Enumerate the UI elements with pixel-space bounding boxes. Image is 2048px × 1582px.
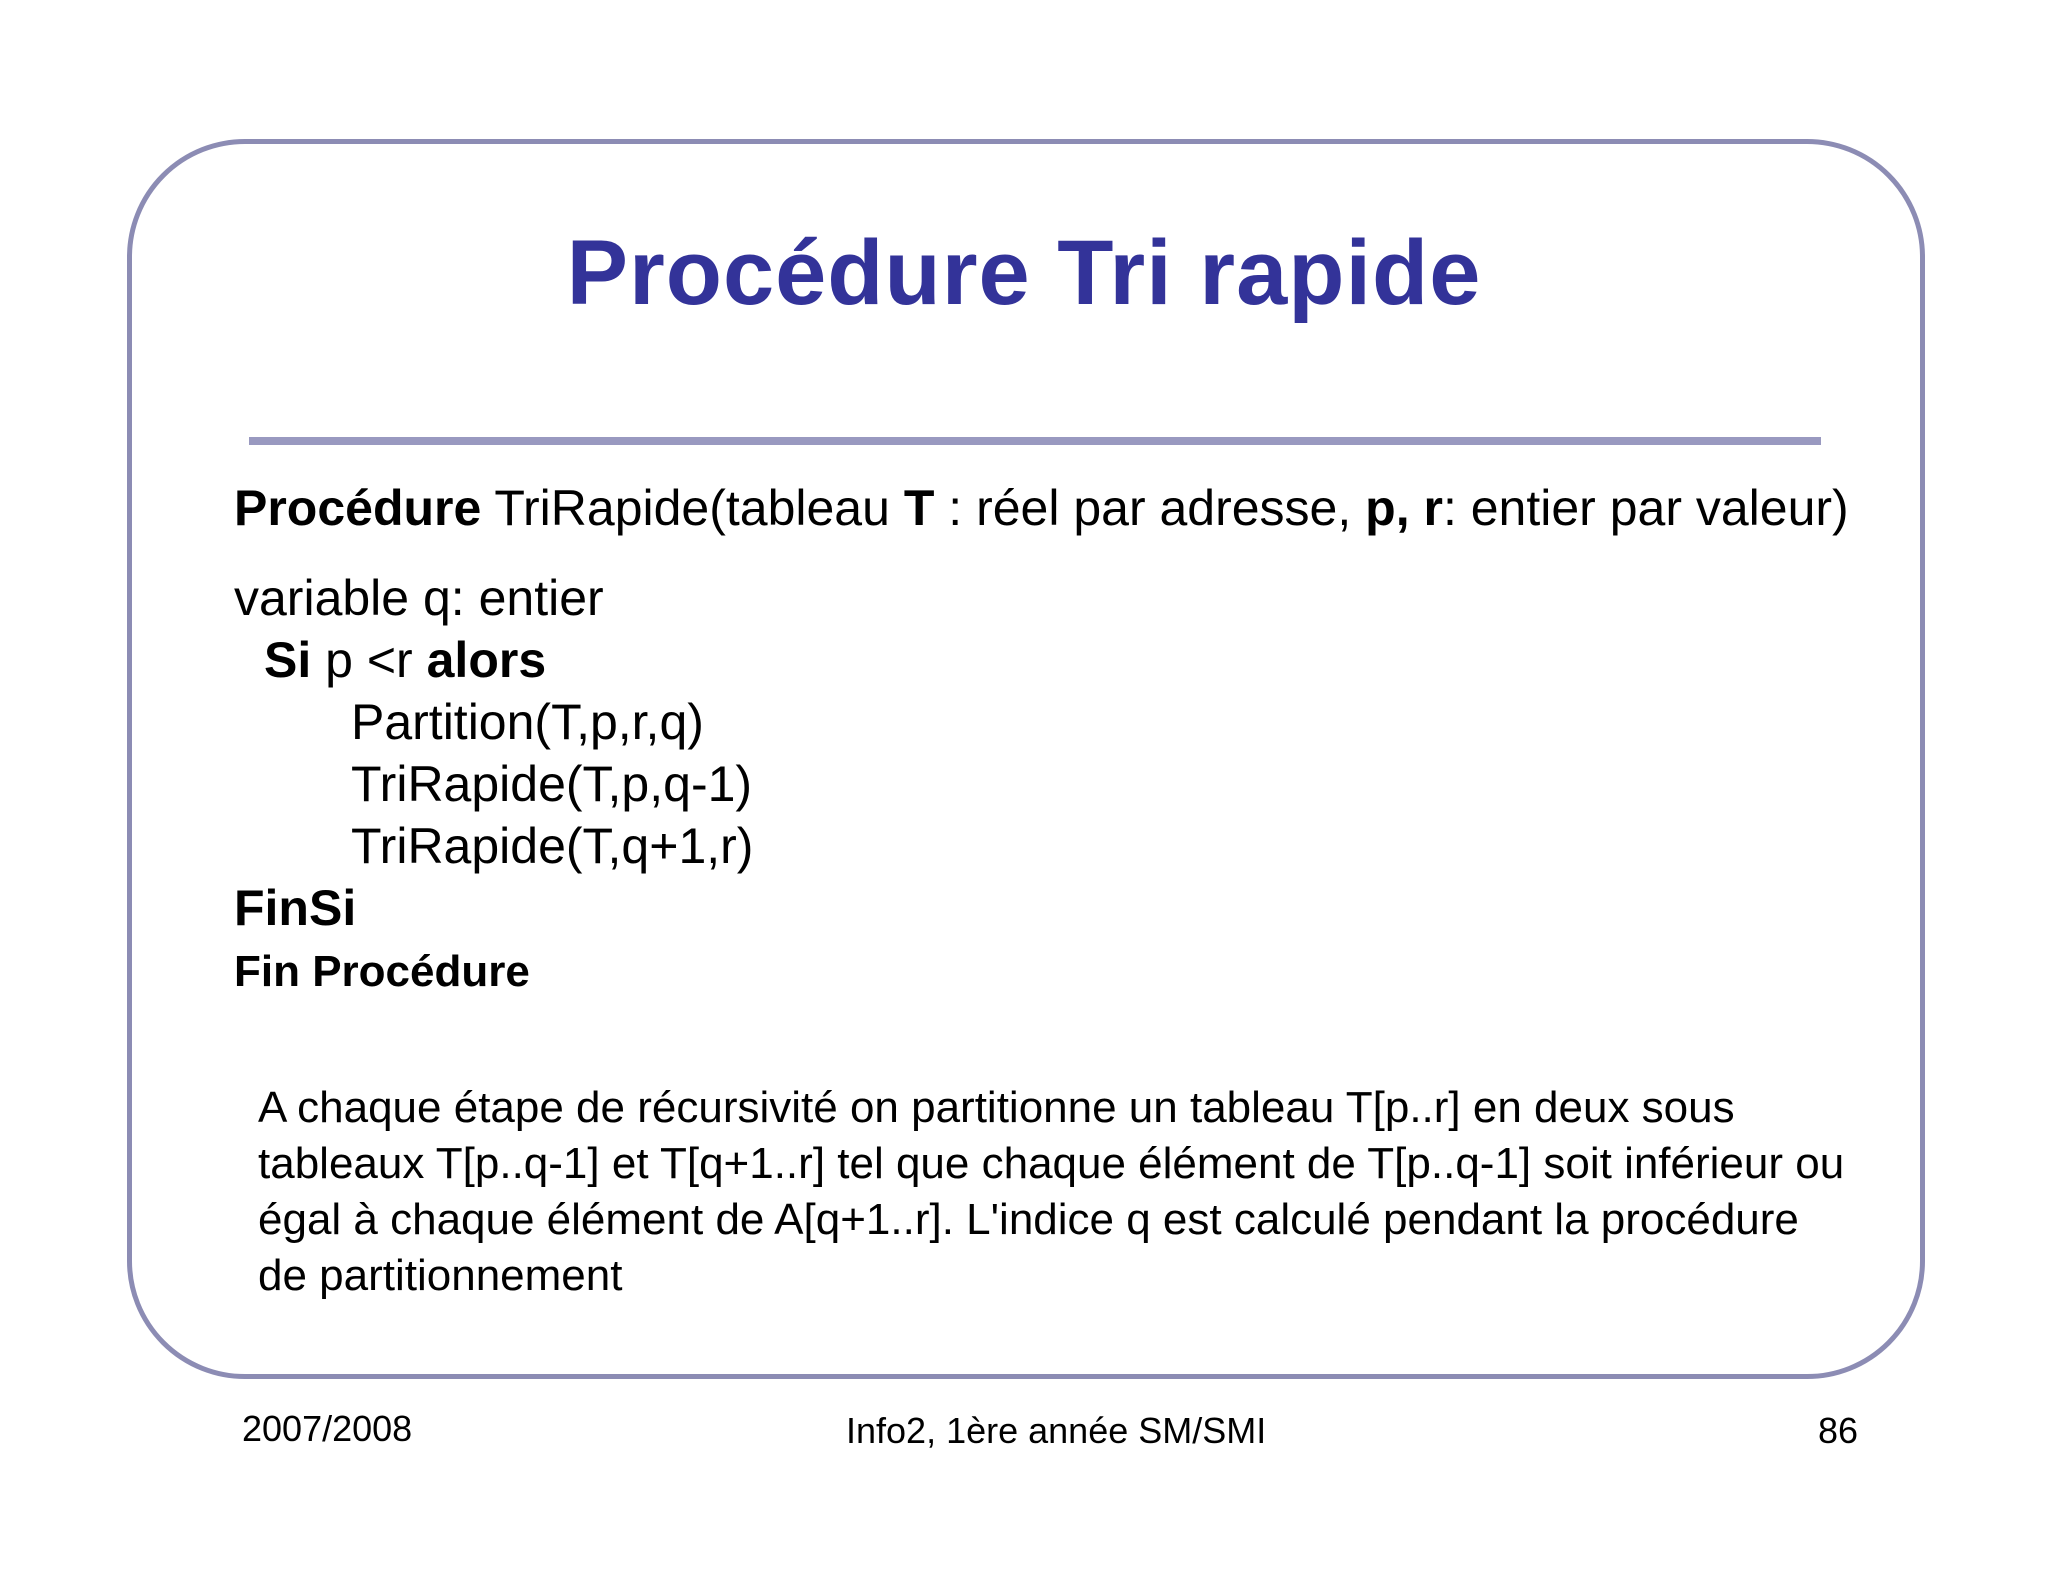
if-condition: p <r <box>325 632 413 688</box>
procedure-name: TriRapide(tableau <box>494 480 890 536</box>
statement-recursive-left: TriRapide(T,p,q-1) <box>351 756 753 812</box>
param-t: T <box>903 480 935 536</box>
slide-title: Procédure Tri rapide <box>566 222 1482 324</box>
footer-course: Info2, 1ère année SM/SMI <box>846 1410 1267 1451</box>
footer-page-number: 86 <box>1817 1410 1858 1451</box>
footer-year: 2007/2008 <box>242 1408 413 1449</box>
title-divider <box>249 437 1821 445</box>
if-statement <box>234 634 1854 686</box>
statement-partition: Partition(T,p,r,q) <box>351 694 704 750</box>
variable-declaration: variable q: entier <box>234 570 604 626</box>
params-p-r-type: : entier par valeur) <box>1442 480 1849 536</box>
procedure-keyword: Procédure <box>234 480 482 536</box>
explanation-paragraph: A chaque étape de récursivité on partitionne un tableau T[p..r] en deux sous tableaux T[p..q-1] et T[q+1..r] tel que chaque élément de T[p..q-1] soit inférieur ou égal à chaque élément de A[q+1..r]. L'indice q est calculé pendant la procédure de partitionnement <box>258 1083 1845 1300</box>
params-p-r: p, r <box>1365 480 1443 536</box>
alors-keyword: alors <box>426 632 547 688</box>
pseudocode-block <box>234 482 1854 998</box>
procedure-signature <box>234 482 1854 534</box>
param-t-type: : réel par adresse, <box>948 480 1352 536</box>
fin-procedure-keyword: Fin Procédure <box>234 947 530 996</box>
finsi-keyword: FinSi <box>234 880 357 936</box>
si-keyword: Si <box>264 632 312 688</box>
statement-recursive-right: TriRapide(T,q+1,r) <box>351 818 754 874</box>
